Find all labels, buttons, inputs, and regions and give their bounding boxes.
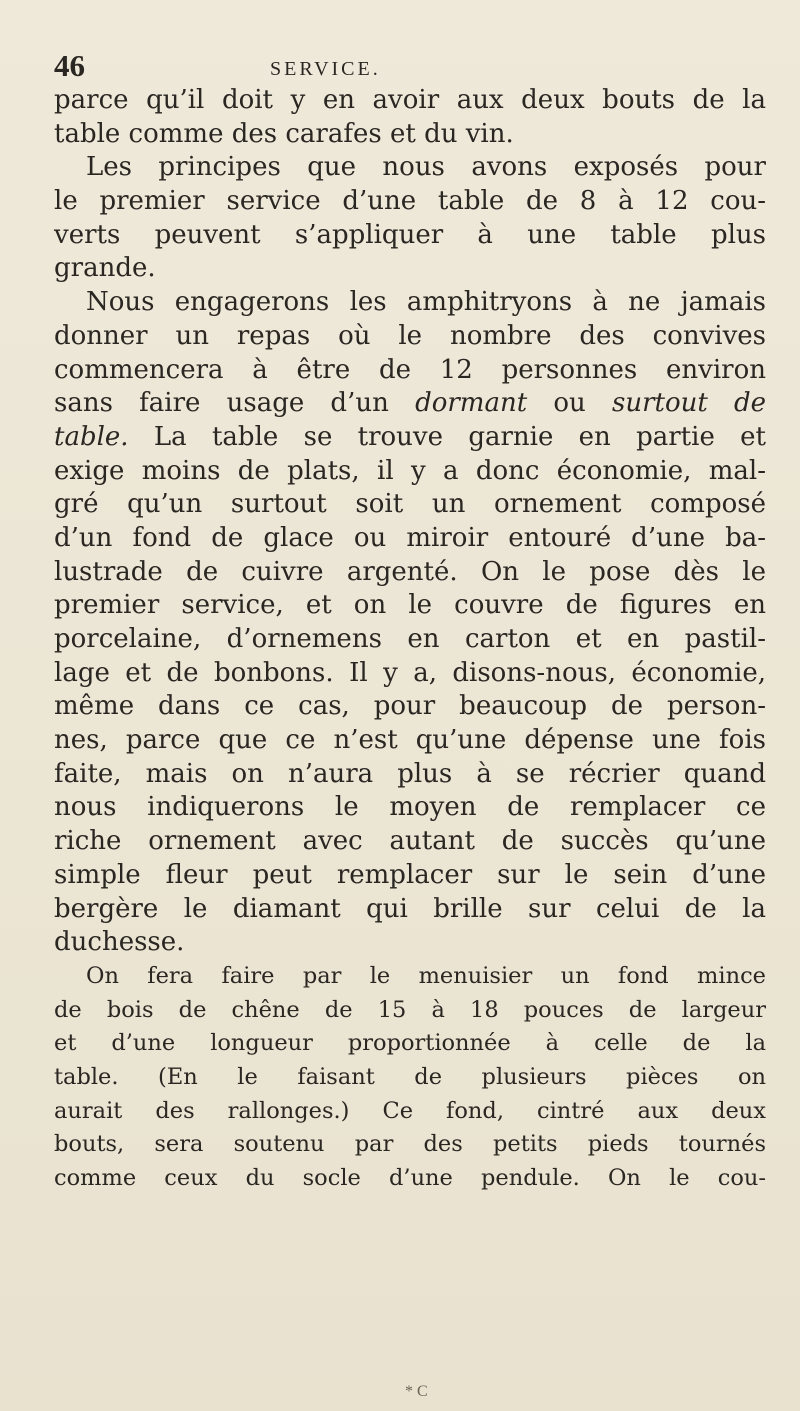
text-line: duchesse. [54,927,185,958]
page-number: 46 [54,48,85,83]
signature-mark: * C [405,1383,428,1400]
text-line: nous indiquerons le moyen de remplacer ce [54,792,766,823]
text-run: ou [553,388,586,419]
text-line: même dans ce cas, pour beaucoup de person- [54,691,766,722]
text-line: table comme des carafes et du vin. [54,118,514,149]
text-line: grande. [54,253,156,284]
italic-term: dormant [415,388,528,419]
text-line: verts peuvent s’appliquer à une table plus [54,219,766,250]
text-line: bouts, sera soutenu par des petits pieds tournés [54,1131,766,1158]
text-line: le premier service d’une table de 8 à 12 cou- [54,186,766,217]
text-line: Nous engagerons les amphitryons à ne jamais [86,287,766,318]
text-line: lustrade de cuivre argenté. On le pose dès le [54,556,766,587]
text-line: exige moins de plats, il y a donc économie, mal- [54,455,766,486]
italic-term: table. [54,421,129,452]
text-line: d’un fond de glace ou miroir entouré d’une ba- [54,522,766,553]
text-line: simple fleur peut remplacer sur le sein d’une [54,859,766,890]
text-line: On fera faire par le menuisier un fond mince [86,962,766,989]
text-line: faite, mais on n’aura plus à se récrier quand [54,758,766,789]
running-head: SERVICE. [270,58,381,80]
text-line: table. (En le faisant de plusieurs pièces on [54,1063,766,1090]
text-line: commencera à être de 12 personnes environ [54,354,766,385]
text-line: gré qu’un surtout soit un ornement composé [54,489,766,520]
text-line: bergère le diamant qui brille sur celui de la [54,893,766,924]
italic-term: surtout de [611,388,767,419]
page-header [54,48,754,88]
text-line [54,387,766,421]
text-line: nes, parce que ce n’est qu’une dépense une fois [54,725,766,756]
text-line: donner un repas où le nombre des convives [54,320,766,351]
text-line: riche ornement avec autant de succès qu’une [54,826,766,857]
text-run: sans faire usage d’un [54,388,389,419]
text-line: lage et de bonbons. Il y a, disons-nous, économie, [54,657,766,688]
text-line: porcelaine, d’ornemens en carton et en pastil- [54,624,766,654]
text-run: La table se trouve garnie en partie et [153,421,766,452]
body-text [54,84,766,1196]
text-line: premier service, et on le couvre de figures en [54,590,766,621]
text-line: aurait des rallonges.) Ce fond, cintré aux deux [54,1097,766,1124]
text-line: et d’une longueur proportionnée à celle de la [54,1030,766,1057]
text-line: de bois de chêne de 15 à 18 pouces de largeur [54,996,766,1023]
text-line: Les principes que nous avons exposés pour [86,152,766,183]
text-line: comme ceux du socle d’une pendule. On le cou- [54,1165,766,1191]
text-line [54,421,766,455]
text-line: parce qu’il doit y en avoir aux deux bouts de la [54,85,766,115]
